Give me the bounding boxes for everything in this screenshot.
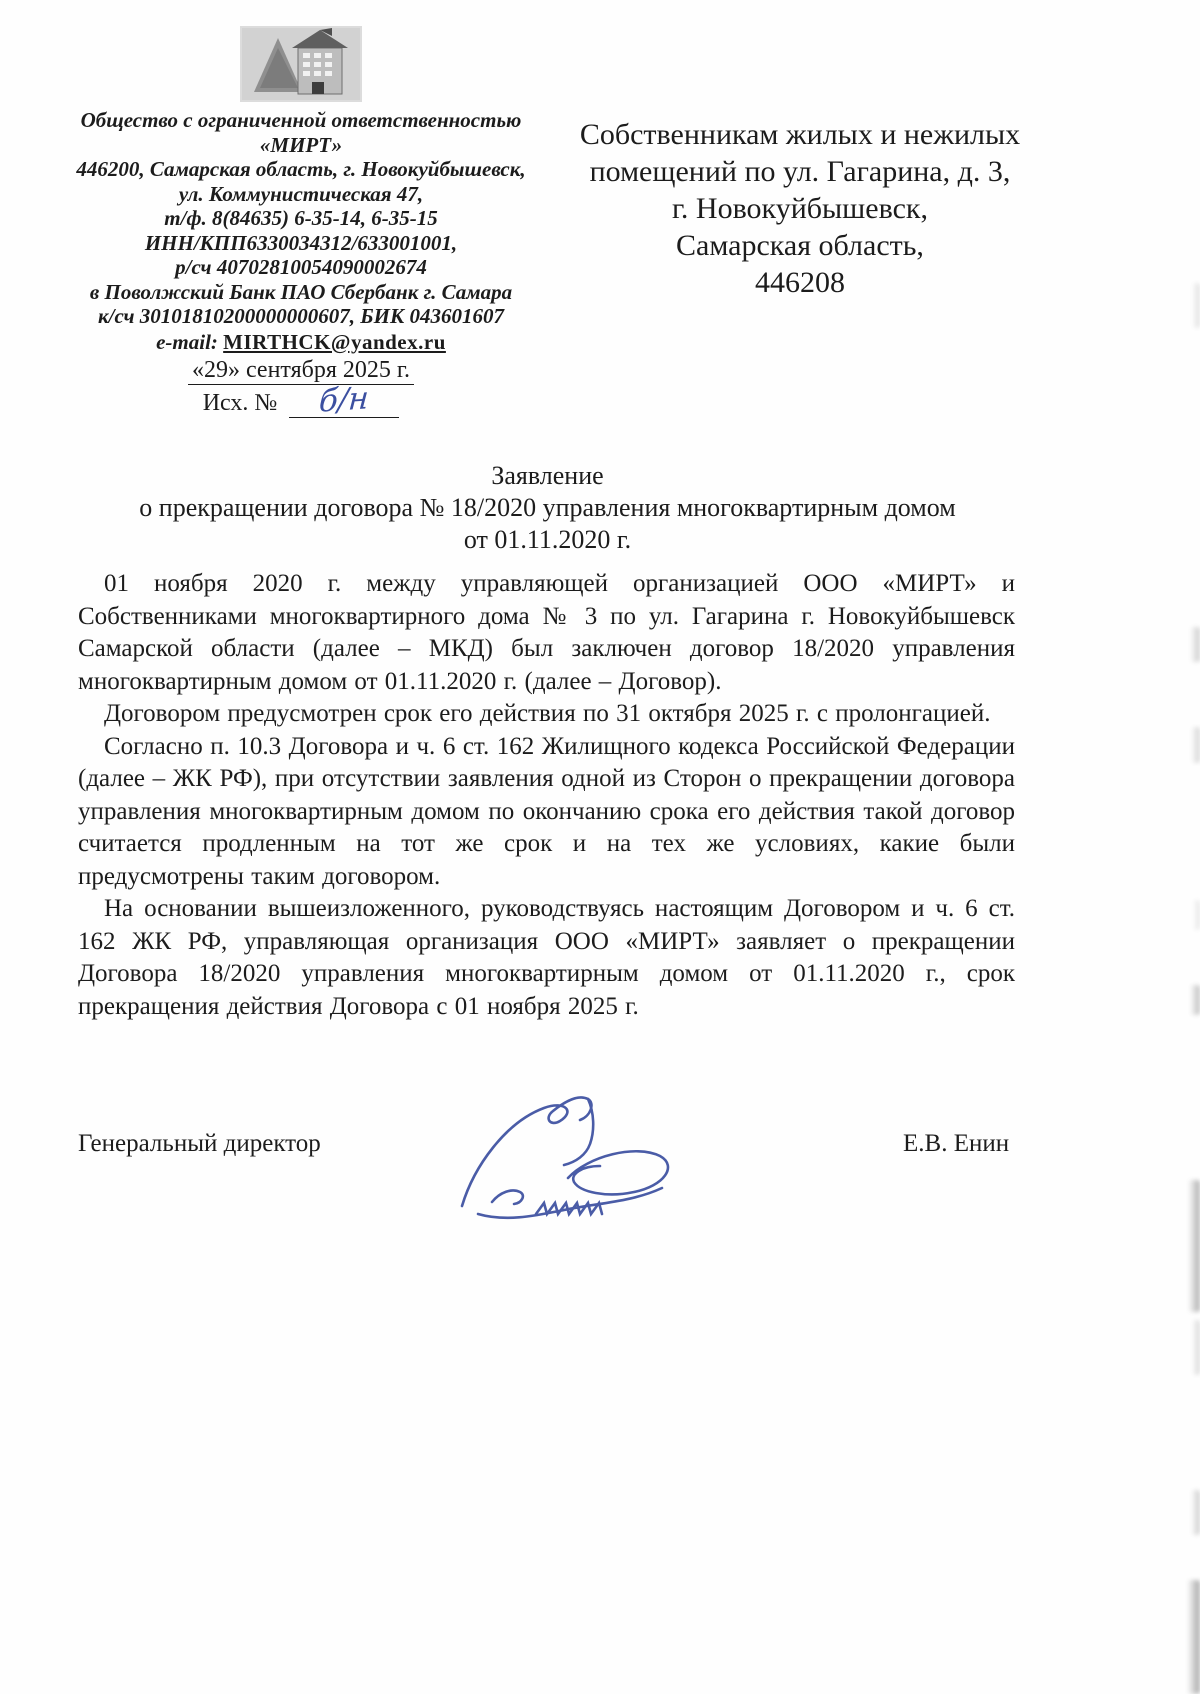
email-label: e-mail: [156,329,218,354]
sender-inn-kpp-line: ИНН/КПП6330034312/633001001, [144,230,458,255]
sender-corr-account-line: к/сч 30101810200000000607, БИК 043601607 [98,304,504,328]
scan-artifact [1191,727,1200,763]
sender-bank-line: в Поволжский Банк ПАО Сбербанк г. Самара [89,279,513,304]
scan-artifact [1191,1490,1200,1535]
letter-date: «29» сентября 2025 г. [188,357,414,385]
recipient-block [565,116,1035,301]
sender-company-form: Общество с ограниченной ответственностью [80,108,522,132]
sender-company-name: «МИРТ» [259,132,343,157]
signature-autograph-icon [448,1082,678,1232]
scan-artifact [1190,985,1200,1015]
outgoing-number-handwritten: б/н [318,379,371,420]
title-line-1: Заявление [491,461,604,490]
scan-artifact [1187,1580,1200,1694]
title-line-3: от 01.11.2020 г. [463,525,632,554]
scan-artifact [1188,1180,1200,1312]
letter-body [78,568,1015,1023]
recipient-postcode: 446208 [755,266,845,299]
outgoing-number-label: Исх. № [202,389,278,416]
email-address: MIRTHCK@yandex.ru [223,329,446,354]
sender-account-line: р/сч 40702810054090002674 [175,255,427,279]
recipient-line: помещений по ул. Гагарина, д. 3, [589,155,1011,188]
title-line-2: о прекращении договора № 18/2020 управления многоквартирным домом [139,493,956,522]
sender-email-line [62,329,540,355]
recipient-line: Самарская область, [676,229,924,262]
signer-role: Генеральный директор [78,1130,321,1157]
scan-artifact [1192,1320,1200,1375]
outgoing-number-line [62,379,540,420]
sender-letterhead [62,26,540,418]
letter-date-line [62,357,540,384]
sender-address-line: 446200, Самарская область, г. Новокуйбышевск, [76,157,526,181]
body-paragraph: Договором предусмотрен срок его действия по 31 октября 2025 г. с пролонгацией. [104,700,991,727]
sender-street-line: ул. Коммунистическая 47, [178,181,424,206]
scan-artifact [1190,627,1200,662]
body-paragraph: Согласно п. 10.3 Договора и ч. 6 ст. 162 Жилищного кодекса Российской Федерации (далее – ЖК РФ), при отсутствии заявления одной из Сторон о прекращении договора управления многоквартирным домом по окончанию срока его действия такой договор считается продленным на тот же срок и на тех же условиях, какие были предусмотрены таким договором. [78,732,1015,890]
body-paragraph: На основании вышеизложенного, руководствуясь настоящим Договором и ч. 6 ст. 162 ЖК РФ, управляющая организация ООО «МИРТ» заявляет о прекращении Договора 18/2020 управления многоквартирным домом от 01.11.2020 г., срок прекращения действия Договора с 01 ноября 2025 г. [78,895,1015,1020]
company-logo-icon [240,26,362,102]
recipient-line: Собственникам жилых и нежилых [579,118,1021,151]
body-paragraph: 01 ноября 2020 г. между управляющей организацией ООО «МИРТ» и Собственниками многоквартирного дома № 3 по ул. Гагарина г. Новокуйбышевск Самарской области (далее – МКД) был заключен договор 18/2020 управления многоквартирным домом от 01.11.2020 г. (далее – Договор). [78,570,1015,695]
signer-name: Е.В. Енин [903,1130,1010,1157]
scan-artifact [1193,900,1200,930]
outgoing-number-blank [289,379,399,420]
scan-artifact [1192,283,1200,328]
document-title [80,460,1015,556]
sender-phone-line: т/ф. 8(84635) 6-35-14, 6-35-15 [164,206,438,230]
recipient-line: г. Новокуйбышевск, [672,192,928,225]
